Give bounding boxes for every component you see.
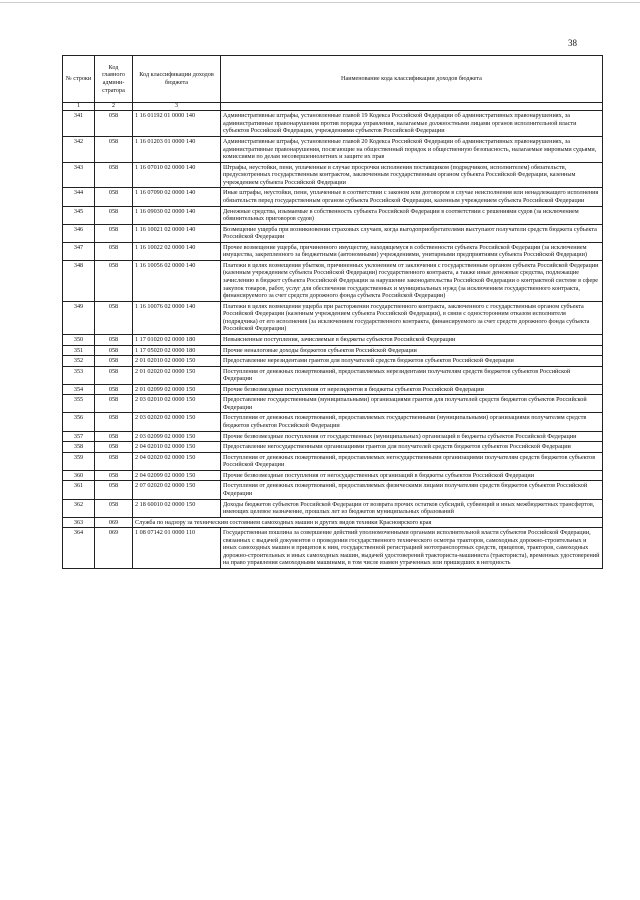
code-description: Предоставление нерезидентами грантов для получателей средств бюджетов субъектов Российской Федерации [221, 356, 603, 367]
code-description: Прочие неналоговые доходы бюджетов субъектов Российской Федерации [221, 345, 603, 356]
table-row [63, 260, 603, 301]
code-description: Штрафы, неустойки, пени, уплаченные в случае просрочки исполнения поставщиком (подрядчиком, исполнителем) обязательств, предусмотренных государственным контрактом, заключенным государственным органом субъекта Российской Федерации, казенным учреждением субъекта Российской Федерации [221, 162, 603, 188]
code-description: Поступления от денежных пожертвований, предоставляемых физическими лицами получателям средств бюджетов субъектов Российской Федерации [221, 481, 603, 499]
classification-code: 1 16 09030 02 0000 140 [133, 206, 221, 224]
code-description: Прочее возмещение ущерба, причиненного имуществу, находящемуся в собственности субъекта Российской Федерации (за исключением имущества, закрепленного за бюджетными (автономными) учреждениями, унитарными предприятиями субъекта Российской Федерации) [221, 242, 603, 260]
admin-code: 058 [95, 301, 133, 334]
row-number: 354 [63, 384, 95, 395]
classification-code: 2 03 02020 02 0000 150 [133, 413, 221, 431]
table-row [63, 366, 603, 384]
table-row [63, 111, 603, 137]
row-number: 363 [63, 517, 95, 528]
row-number: 357 [63, 431, 95, 442]
admin-code: 058 [95, 356, 133, 367]
table-row [63, 137, 603, 163]
classification-code: 2 03 02010 02 0000 150 [133, 395, 221, 413]
code-description: Доходы бюджетов субъектов Российской Федерации от возврата прочих остатков субсидий, субвенций и иных межбюджетных трансфертов, имеющих целевое назначение, прошлых лет из бюджетов муниципальных образований [221, 499, 603, 517]
row-number: 352 [63, 356, 95, 367]
classification-code: 1 16 10056 02 0000 140 [133, 260, 221, 301]
code-description: Прочие безвозмездные поступления от государственных (муниципальных) организаций в бюджеты субъектов Российской Федерации [221, 431, 603, 442]
admin-code: 058 [95, 470, 133, 481]
table-row [63, 431, 603, 442]
row-number: 355 [63, 395, 95, 413]
row-number: 353 [63, 366, 95, 384]
table-header-row [63, 56, 603, 103]
table-row [63, 384, 603, 395]
row-number: 350 [63, 334, 95, 345]
row-number: 364 [63, 528, 95, 569]
classification-code: 2 07 02020 02 0000 150 [133, 481, 221, 499]
classification-code: 1 16 10022 02 0000 140 [133, 242, 221, 260]
table-row [63, 188, 603, 206]
header-admin-code: Код главного админи-стратора [95, 56, 133, 103]
table-row [63, 242, 603, 260]
table-row [63, 206, 603, 224]
header-name: Наименование кода классификации доходов бюджета [221, 56, 603, 103]
table-row [63, 481, 603, 499]
table-row [63, 345, 603, 356]
classification-code: 2 01 02020 02 0000 150 [133, 366, 221, 384]
classification-code: 2 01 02099 02 0000 150 [133, 384, 221, 395]
admin-code: 058 [95, 481, 133, 499]
header-row-number: № строки [63, 56, 95, 103]
code-description: Поступления от денежных пожертвований, предоставляемых негосударственными организациями получателям средств бюджетов субъектов Российской Федерации [221, 452, 603, 470]
row-number: 343 [63, 162, 95, 188]
table-row [63, 356, 603, 367]
row-number: 349 [63, 301, 95, 334]
admin-code: 058 [95, 111, 133, 137]
admin-code: 058 [95, 442, 133, 453]
row-number: 342 [63, 137, 95, 163]
table-row [63, 162, 603, 188]
admin-code: 058 [95, 345, 133, 356]
code-description: Прочие безвозмездные поступления от негосударственных организаций в бюджеты субъектов Российской Федерации [221, 470, 603, 481]
classification-code: 1 16 10076 02 0000 140 [133, 301, 221, 334]
budget-revenue-table [62, 55, 603, 569]
row-number: 362 [63, 499, 95, 517]
classification-code: 1 16 01192 01 0000 140 [133, 111, 221, 137]
admin-code: 069 [95, 517, 133, 528]
table-row [63, 224, 603, 242]
table-row [63, 413, 603, 431]
classification-code: 2 03 02099 02 0000 150 [133, 431, 221, 442]
code-description: Невыясненные поступления, зачисляемые в бюджеты субъектов Российской Федерации [221, 334, 603, 345]
row-number: 356 [63, 413, 95, 431]
code-description: Поступления от денежных пожертвований, предоставляемых государственными (муниципальными) организациями получателям средств бюджетов субъектов Российской Федерации [221, 413, 603, 431]
admin-code: 058 [95, 452, 133, 470]
admin-code: 058 [95, 366, 133, 384]
row-number: 351 [63, 345, 95, 356]
code-description: Предоставление государственными (муниципальными) организациями грантов для получателей средств бюджетов субъектов Российской Федерации [221, 395, 603, 413]
classification-code: 1 16 01203 01 0000 140 [133, 137, 221, 163]
admin-code: 058 [95, 242, 133, 260]
header-class-code: Код классификации доходов бюджета [133, 56, 221, 103]
admin-code: 058 [95, 499, 133, 517]
admin-code: 058 [95, 431, 133, 442]
classification-code: 2 04 02099 02 0000 150 [133, 470, 221, 481]
page-number: 38 [568, 38, 577, 48]
table-row [63, 442, 603, 453]
classification-code: 2 18 60010 02 0000 150 [133, 499, 221, 517]
column-number: 3 [133, 103, 221, 111]
table-row [63, 452, 603, 470]
admin-code: 058 [95, 206, 133, 224]
code-description: Иные штрафы, неустойки, пени, уплаченные в соответствии с законом или договором в случае неисполнения или ненадлежащего исполнения обязательств перед государственным органом субъекта Российской Федерации, казенным учреждением субъекта Российской Федерации [221, 188, 603, 206]
admin-code: 058 [95, 334, 133, 345]
column-number-row [63, 103, 603, 111]
row-number: 348 [63, 260, 95, 301]
code-description: Платежи в целях возмещения ущерба при расторжении государственного контракта, заключенного с государственным органом субъекта Российской Федерации (казенным учреждением субъекта Российской Федерации), в связи с односторонним отказом исполнителя (подрядчика) от его исполнения (за исключением государственного контракта, финансируемого за счет средств дорожного фонда субъекта Российской Федерации) [221, 301, 603, 334]
classification-code: 2 04 02010 02 0000 150 [133, 442, 221, 453]
classification-code: 1 17 01020 02 0000 180 [133, 334, 221, 345]
code-description: Административные штрафы, установленные главой 19 Кодекса Российской Федерации об административных правонарушениях, за административные правонарушения против порядка управления, налагаемые должностными лицами органов исполнительной власти субъектов Российской Федерации, учреждениями субъектов Российской Федерации [221, 111, 603, 137]
code-description: Платежи в целях возмещения убытков, причиненных уклонением от заключения с государственным органом субъекта Российской Федерации (казенным учреждением субъекта Российской Федерации) государственного контракта, а также иные денежные средства, подлежащие зачислению в бюджет субъекта Российской Федерации за нарушение законодательства Российской Федерации о контрактной системе в сфере закупок товаров, работ, услуг для обеспечения государственных и муниципальных нужд (за исключением государственного контракта, финансируемого за счет средств дорожного фонда субъекта Российской Федерации) [221, 260, 603, 301]
classification-code: 2 04 02020 02 0000 150 [133, 452, 221, 470]
classification-code: 1 16 10021 02 0000 140 [133, 224, 221, 242]
row-number: 344 [63, 188, 95, 206]
table-row [63, 395, 603, 413]
admin-code: 058 [95, 162, 133, 188]
table-row [63, 499, 603, 517]
code-description: Административные штрафы, установленные главой 20 Кодекса Российской Федерации об административных правонарушениях, за административные правонарушения, посягающие на общественный порядок и общественную безопасность, налагаемые мировыми судьями, комиссиями по делам несовершеннолетних и защите их прав [221, 137, 603, 163]
column-number: 1 [63, 103, 95, 111]
row-number: 360 [63, 470, 95, 481]
table-row [63, 528, 603, 569]
table-row [63, 301, 603, 334]
classification-code: 1 17 05020 02 0000 180 [133, 345, 221, 356]
admin-code: 069 [95, 528, 133, 569]
admin-code: 058 [95, 395, 133, 413]
row-number: 347 [63, 242, 95, 260]
admin-code: 058 [95, 260, 133, 301]
code-description: Возмещение ущерба при возникновении страховых случаев, когда выгодоприобретателями выступают получатели средств бюджета субъекта Российской Федерации [221, 224, 603, 242]
row-number: 345 [63, 206, 95, 224]
column-number [221, 103, 603, 111]
code-description: Предоставление негосударственными организациями грантов для получателей средств бюджетов субъектов Российской Федерации [221, 442, 603, 453]
row-number: 359 [63, 452, 95, 470]
table-row [63, 334, 603, 345]
code-description: Денежные средства, изымаемые в собственность субъекта Российской Федерации в соответствии с решениями судов (за исключением обвинительных приговоров судов) [221, 206, 603, 224]
admin-code: 058 [95, 384, 133, 395]
classification-code: 2 01 02010 02 0000 150 [133, 356, 221, 367]
admin-code: 058 [95, 188, 133, 206]
row-number: 358 [63, 442, 95, 453]
classification-code: 1 16 07090 02 0000 140 [133, 188, 221, 206]
admin-code: 058 [95, 137, 133, 163]
row-number: 346 [63, 224, 95, 242]
top-scan-line [0, 2, 640, 3]
row-number: 341 [63, 111, 95, 137]
section-row [63, 517, 603, 528]
code-description: Поступления от денежных пожертвований, предоставляемых нерезидентами получателям средств бюджетов субъектов Российской Федерации [221, 366, 603, 384]
column-number: 2 [95, 103, 133, 111]
code-description: Прочие безвозмездные поступления от нерезидентов в бюджеты субъектов Российской Федерации [221, 384, 603, 395]
admin-code: 058 [95, 224, 133, 242]
classification-code: 1 08 07142 01 0000 110 [133, 528, 221, 569]
row-number: 361 [63, 481, 95, 499]
classification-code: 1 16 07010 02 0000 140 [133, 162, 221, 188]
section-title: Служба по надзору за техническим состоянием самоходных машин и других видов техники Красноярского края [133, 517, 603, 528]
admin-code: 058 [95, 413, 133, 431]
code-description: Государственная пошлина за совершение действий уполномоченными органами исполнительной власти субъектов Российской Федерации, связанных с выдачей документов о проведении государственного технического осмотра тракторов, самоходных дорожно-строительных и иных самоходных машин и прицепов к ним, государственной регистрацией мототранспортных средств, прицепов, тракторов, самоходных дорожно-строительных и иных самоходных машин, выдачей удостоверений тракториста-машиниста (тракториста), временных удостоверений на право управления самоходными машинами, в том числе взамен утраченных или пришедших в негодность [221, 528, 603, 569]
table-row [63, 470, 603, 481]
